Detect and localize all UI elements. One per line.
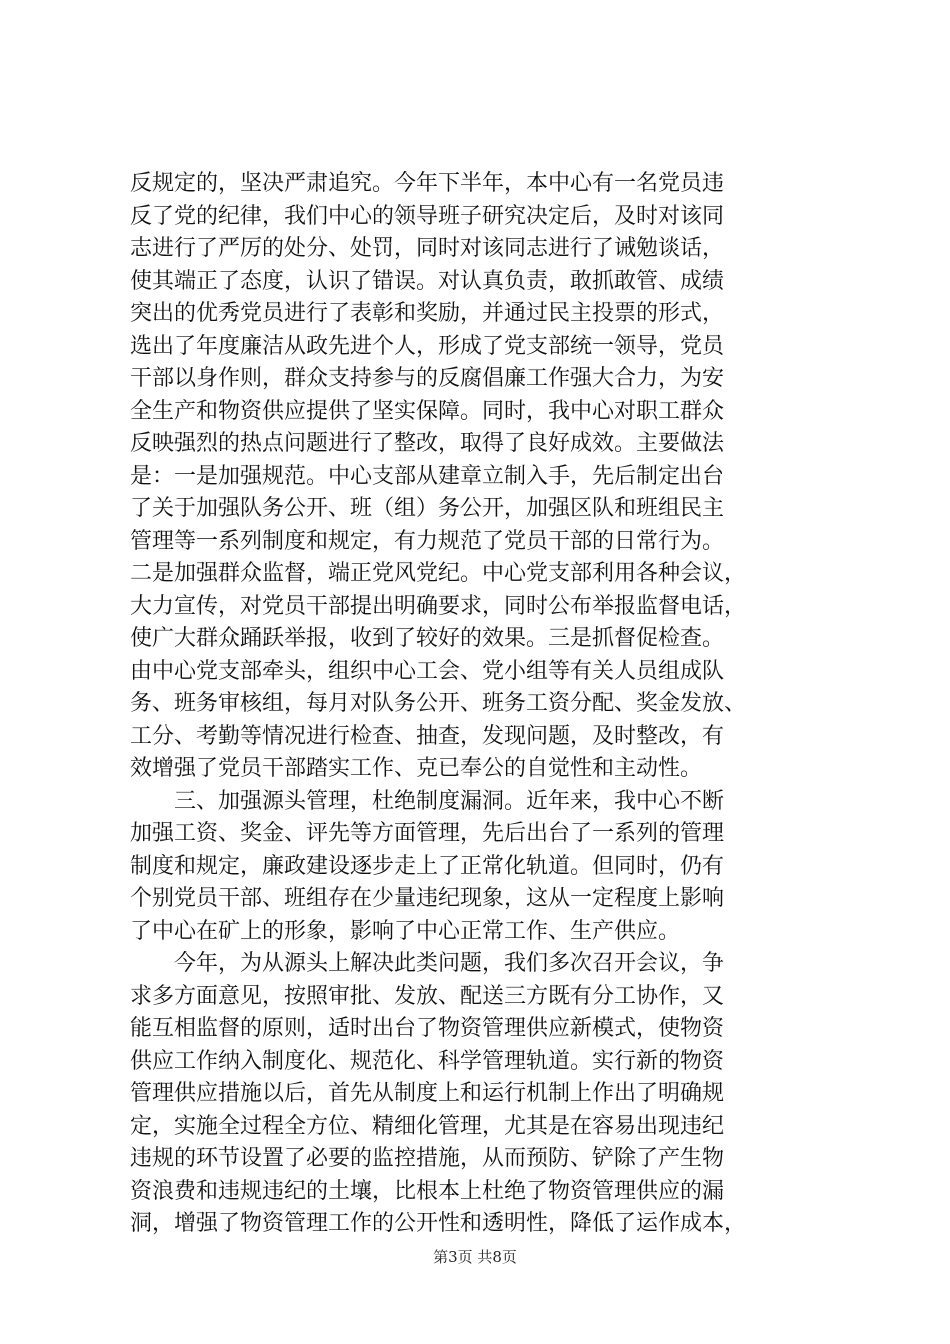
text-line: 二是加强群众监督，端正党风党纪。中心党支部利用各种会议，	[130, 561, 747, 586]
text-line: 反映强烈的热点问题进行了整改，取得了良好成效。主要做法	[130, 431, 725, 456]
text-line: 了中心在矿上的形象，影响了中心正常工作、生产供应。	[130, 918, 681, 944]
text-line: 违规的环节设置了必要的监控措施，从而预防、铲除了产生物	[130, 1146, 725, 1171]
text-line: 管理等一系列制度和规定，有力规范了党员干部的日常行为。	[130, 528, 725, 554]
text-line: 管理供应措施以后，首先从制度上和运行机制上作出了明确规	[130, 1081, 725, 1106]
text-line: 个别党员干部、班组存在少量违纪现象，这从一定程度上影响	[130, 886, 725, 911]
text-line: 志进行了严厉的处分、处罚，同时对该同志进行了诫勉谈话，	[130, 236, 725, 261]
text-line: 今年，为从源头上解决此类问题，我们多次召开会议，争	[130, 951, 725, 976]
text-line: 洞，增强了物资管理工作的公开性和透明性，降低了运作成本，	[130, 1211, 747, 1236]
page-number-label: 第3页 共8页	[433, 1248, 517, 1266]
text-line: 三、加强源头管理，杜绝制度漏洞。近年来，我中心不断	[130, 788, 725, 814]
text-line: 能互相监督的原则，适时出台了物资管理供应新模式，使物资	[130, 1016, 725, 1041]
text-line: 大力宣传，对党员干部提出明确要求，同时公布举报监督电话，	[130, 593, 747, 619]
text-line: 全生产和物资供应提供了坚实保障。同时，我中心对职工群众	[130, 398, 725, 424]
text-line: 选出了年度廉洁从政先进个人，形成了党支部统一领导，党员	[130, 333, 725, 359]
text-line: 由中心党支部牵头，组织中心工会、党小组等有关人员组成队	[130, 658, 725, 684]
text-line: 定，实施全过程全方位、精细化管理，尤其是在容易出现违纪	[130, 1113, 725, 1139]
text-line: 突出的优秀党员进行了表彰和奖励，并通过民主投票的形式，	[130, 301, 725, 326]
text-line: 使其端正了态度，认识了错误。对认真负责，敢抓敢管、成绩	[130, 268, 725, 294]
text-line: 使广大群众踊跃举报，收到了较好的效果。三是抓督促检查。	[130, 626, 725, 651]
text-line: 务、班务审核组，每月对队务公开、班务工资分配、奖金发放、	[130, 691, 747, 716]
text-line: 反规定的，坚决严肃追究。今年下半年，本中心有一名党员违	[130, 171, 725, 196]
text-line: 反了党的纪律，我们中心的领导班子研究决定后，及时对该同	[130, 203, 725, 229]
text-line: 求多方面意见，按照审批、发放、配送三方既有分工协作，又	[130, 983, 725, 1009]
body-text	[130, 168, 830, 1241]
text-line: 是：一是加强规范。中心支部从建章立制入手，先后制定出台	[130, 463, 725, 489]
text-line: 资浪费和违规违纪的土壤，比根本上杜绝了物资管理供应的漏	[130, 1178, 725, 1204]
text-line: 制度和规定，廉政建设逐步走上了正常化轨道。但同时，仍有	[130, 853, 725, 879]
text-line: 加强工资、奖金、评先等方面管理，先后出台了一系列的管理	[130, 821, 725, 846]
page-footer	[0, 1247, 950, 1267]
text-line: 干部以身作则，群众支持参与的反腐倡廉工作强大合力，为安	[130, 366, 725, 391]
text-line: 供应工作纳入制度化、规范化、科学管理轨道。实行新的物资	[130, 1048, 725, 1074]
text-line: 效增强了党员干部踏实工作、克已奉公的自觉性和主动性。	[130, 756, 703, 781]
text-line: 了关于加强队务公开、班（组）务公开，加强区队和班组民主	[130, 496, 725, 521]
text-line: 工分、考勤等情况进行检查、抽查，发现问题，及时整改，有	[130, 723, 725, 749]
